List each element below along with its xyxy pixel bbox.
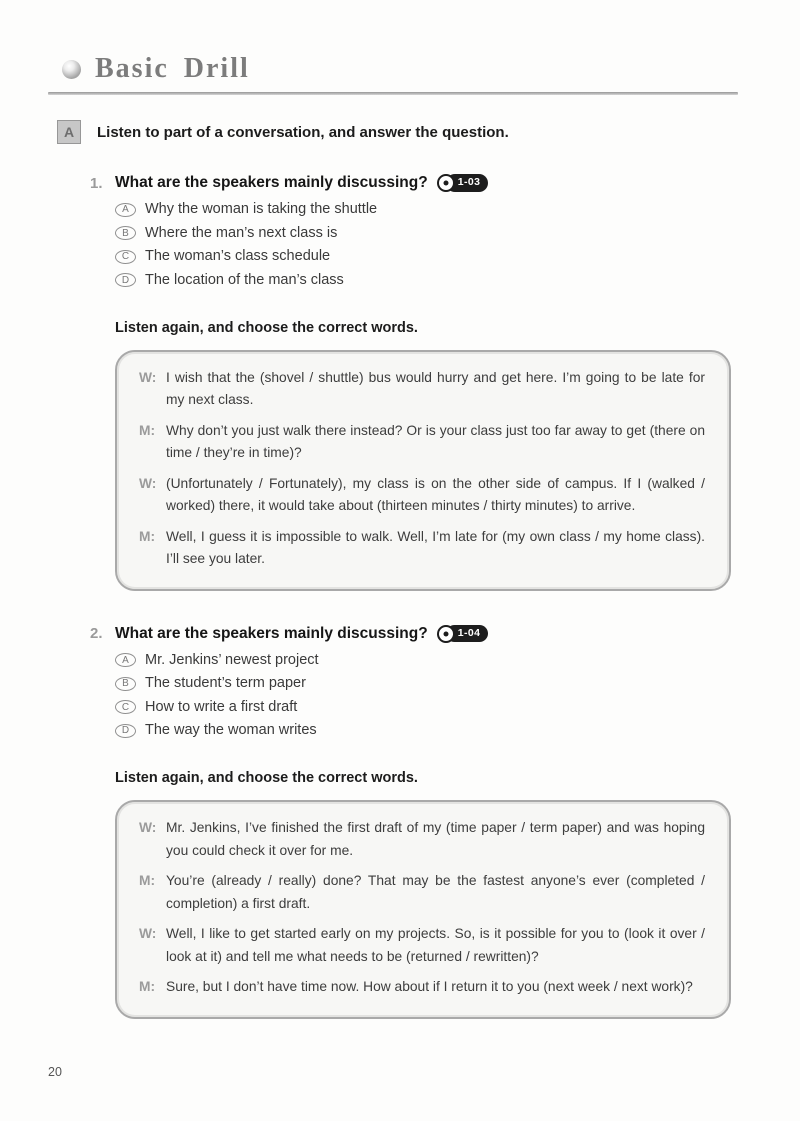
question-number: 1.	[90, 174, 103, 192]
dialogue-turn	[139, 870, 705, 915]
option-text: Why the woman is taking the shuttle	[145, 201, 378, 217]
dialogue-text: Well, I guess it is impossible to walk. Well, I’m late for (my own class / my home class). I’ll see you later.	[166, 528, 705, 566]
section-a-header	[57, 120, 752, 144]
section-label-badge: A	[57, 120, 81, 144]
option-b	[115, 224, 752, 243]
question-block-1	[48, 174, 752, 591]
option-d	[115, 271, 752, 290]
speaker-label: M:	[139, 422, 156, 438]
answer-options	[115, 200, 752, 290]
section-instruction: Listen to part of a conversation, and answer the question.	[97, 123, 509, 141]
dialogue-turn	[139, 367, 705, 412]
dialogue-turn	[139, 976, 705, 999]
speaker-label: W:	[139, 926, 157, 941]
speaker-label: W:	[139, 820, 157, 835]
dialogue-turn	[139, 420, 705, 465]
dialogue-turn	[139, 923, 705, 968]
cd-icon	[437, 625, 455, 643]
header-divider	[48, 92, 738, 95]
drill-header	[62, 55, 752, 83]
audio-track-badge	[437, 174, 489, 192]
question-2-row	[90, 625, 752, 643]
option-a	[115, 200, 752, 219]
question-text: What are the speakers mainly discussing?	[115, 624, 428, 642]
page-number: 20	[48, 1065, 62, 1079]
dialogue-text: Sure, but I don’t have time now. How about if I return it to you (next week / next work)?	[166, 979, 693, 994]
question-text: What are the speakers mainly discussing?	[115, 174, 428, 191]
spacer	[48, 591, 752, 625]
dialogue-text: I wish that the (shovel / shuttle) bus would hurry and get here. I’m going to be late for my next class.	[166, 369, 705, 407]
speaker-label: W:	[139, 475, 157, 491]
question-block-2	[48, 625, 752, 1019]
option-c	[115, 698, 752, 717]
option-a	[115, 651, 752, 670]
audio-track-number: 1-03	[446, 174, 489, 192]
option-d	[115, 721, 752, 740]
audio-track-number: 1-04	[446, 625, 489, 643]
listen-again-heading: Listen again, and choose the correct words.	[115, 770, 418, 786]
answer-options	[115, 651, 752, 741]
option-letter-icon: D	[115, 724, 136, 738]
option-text: The woman’s class schedule	[145, 248, 331, 264]
page-title: Basic Drill	[95, 53, 250, 84]
speaker-label: M:	[139, 528, 156, 544]
dialogue-turn	[139, 473, 705, 518]
dialogue-box-2	[115, 800, 731, 1019]
speaker-label: M:	[139, 979, 156, 994]
dialogue-turn	[139, 526, 705, 571]
option-b	[115, 674, 752, 693]
option-letter-icon: A	[115, 653, 136, 667]
option-letter-icon: A	[115, 203, 136, 217]
cd-icon	[437, 174, 455, 192]
dialogue-turn	[139, 817, 705, 862]
option-letter-icon: B	[115, 226, 136, 240]
option-letter-icon: C	[115, 700, 136, 714]
question-number: 2.	[90, 625, 103, 642]
dialogue-text: (Unfortunately / Fortunately), my class is on the other side of campus. If I (walked / worked) there, it would take about (thirteen minutes / thirty minutes) to arrive.	[166, 475, 705, 513]
dialogue-text: You’re (already / really) done? That may be the fastest anyone’s ever (completed / completion) a first draft.	[166, 873, 705, 911]
audio-track-badge	[437, 625, 489, 643]
dialogue-box-1	[115, 350, 731, 591]
option-c	[115, 247, 752, 266]
dialogue-text: Why don’t you just walk there instead? Or is your class just too far away to get (there on time / they’re in time)?	[166, 422, 705, 460]
option-letter-icon: C	[115, 250, 136, 264]
option-text: How to write a first draft	[145, 698, 298, 715]
dialogue-text: Mr. Jenkins, I’ve finished the first draft of my (time paper / term paper) and was hoping you could check it over for me.	[166, 820, 705, 858]
option-text: The way the woman writes	[145, 722, 317, 738]
question-1-row	[90, 174, 752, 192]
option-letter-icon: B	[115, 677, 136, 691]
option-text: Where the man’s next class is	[145, 224, 338, 241]
dialogue-text: Well, I like to get started early on my projects. So, is it possible for you to (look it over / look at it) and tell me what needs to be (returned / rewritten)?	[166, 926, 705, 964]
speaker-label: M:	[139, 873, 156, 888]
option-text: The student’s term paper	[145, 675, 306, 691]
option-text: Mr. Jenkins’ newest project	[145, 651, 319, 668]
option-letter-icon: D	[115, 273, 136, 287]
option-text: The location of the man’s class	[145, 271, 344, 288]
listen-again-heading: Listen again, and choose the correct words.	[115, 319, 418, 336]
speaker-label: W:	[139, 369, 157, 385]
bullet-circle-icon	[62, 60, 81, 79]
